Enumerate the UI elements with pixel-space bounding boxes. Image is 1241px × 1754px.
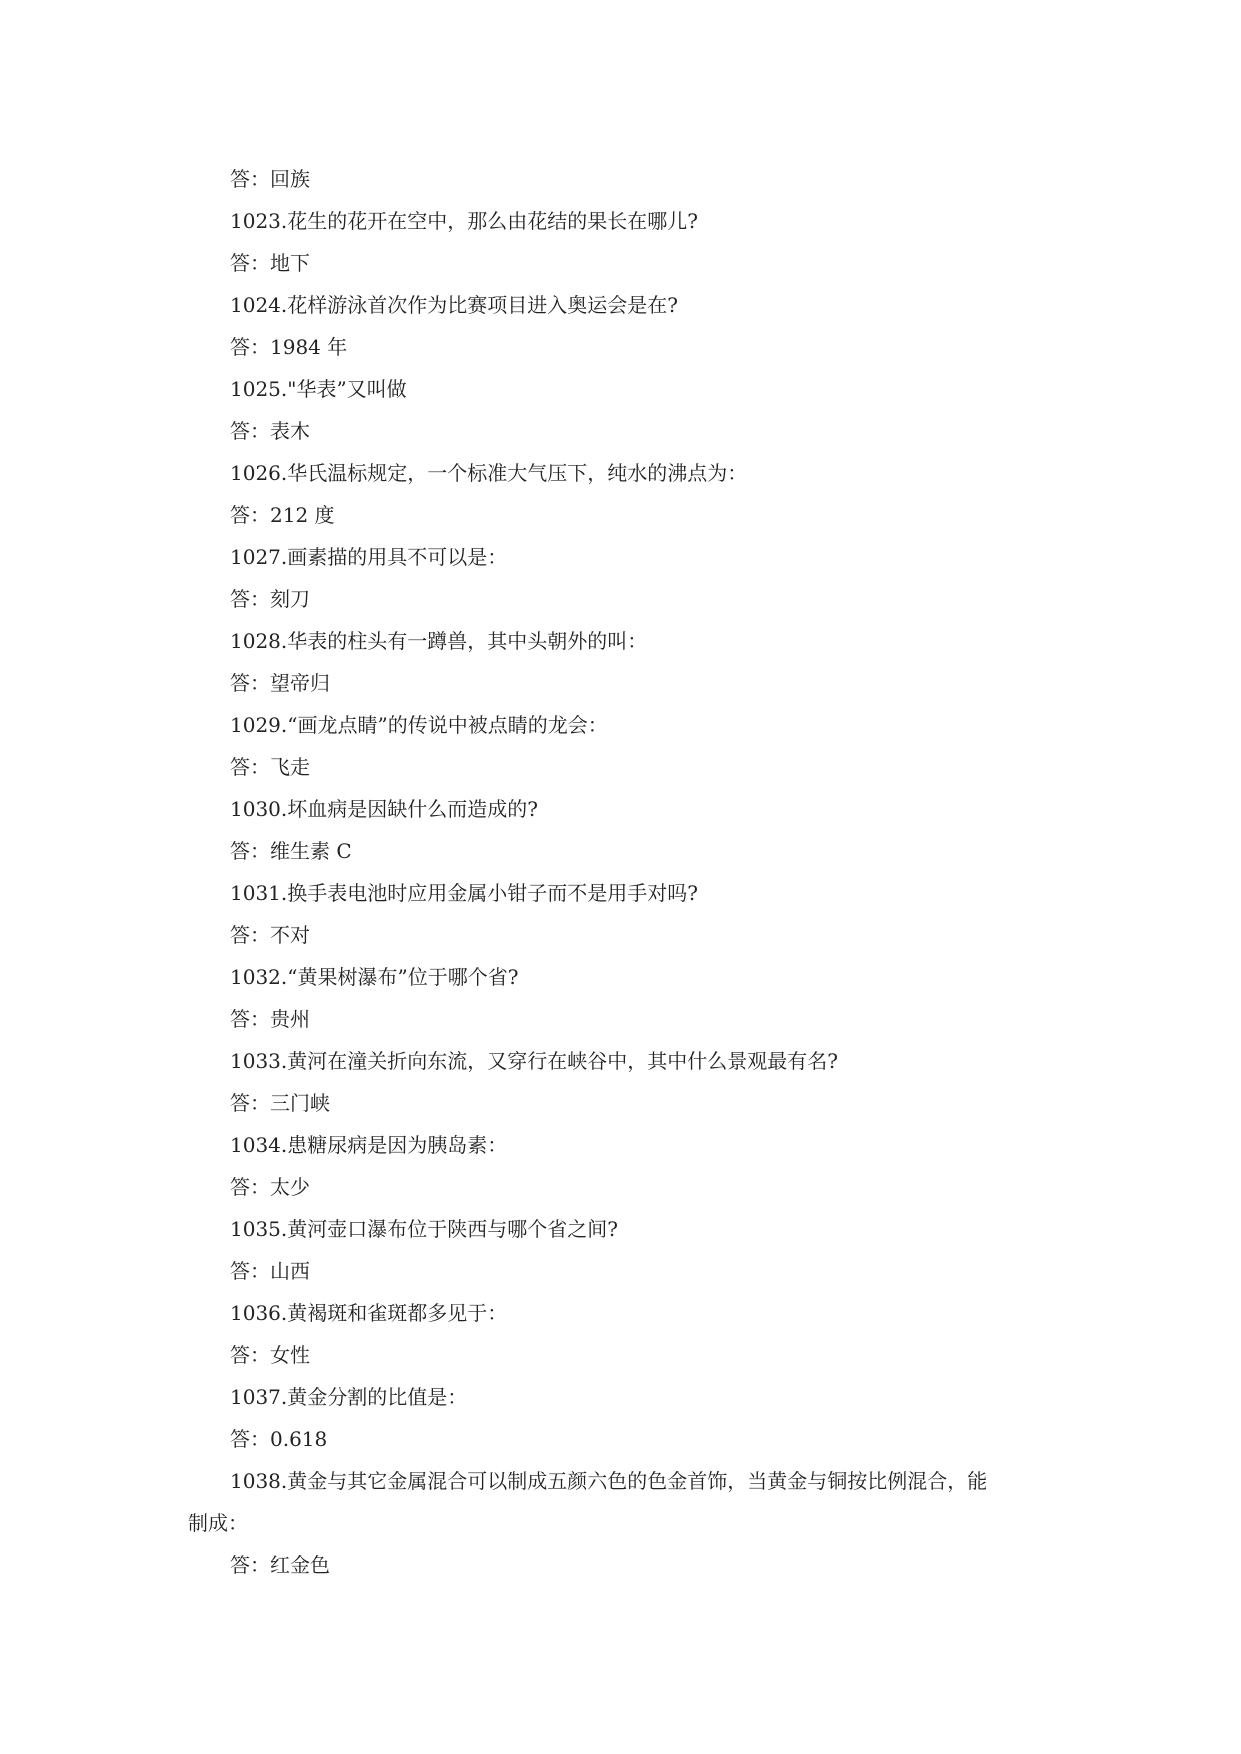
question-line: 1036.黄褐斑和雀斑都多见于： <box>230 1301 508 1325</box>
answer-line: 答：1984 年 <box>230 335 348 359</box>
answer-line: 答：0.618 <box>230 1427 328 1451</box>
answer-line: 答：回族 <box>230 167 310 191</box>
question-line: 1024.花样游泳首次作为比赛项目进入奥运会是在? <box>230 293 678 317</box>
question-line: 1025."华表”又叫做 <box>230 377 407 401</box>
question-line: 1027.画素描的用具不可以是： <box>230 545 508 569</box>
answer-line: 答：地下 <box>230 251 310 275</box>
question-line: 1033.黄河在潼关折向东流，又穿行在峡谷中，其中什么景观最有名? <box>230 1049 838 1073</box>
answer-line: 答：不对 <box>230 923 310 947</box>
question-line: 1035.黄河壶口瀑布位于陕西与哪个省之间? <box>230 1217 618 1241</box>
answer-line: 答：212 度 <box>230 503 335 527</box>
answer-line: 答：刻刀 <box>230 587 310 611</box>
answer-line: 答：三门峡 <box>230 1091 330 1115</box>
question-line: 1026.华氏温标规定，一个标准大气压下，纯水的沸点为： <box>230 461 748 485</box>
question-line-continuation: 制成： <box>188 1511 248 1535</box>
question-line: 1038.黄金与其它金属混合可以制成五颜六色的色金首饰，当黄金与铜按比例混合，能 <box>230 1469 988 1493</box>
qa-list <box>188 158 1068 1586</box>
question-line: 1030.坏血病是因缺什么而造成的? <box>230 797 538 821</box>
question-line: 1028.华表的柱头有一蹲兽，其中头朝外的叫： <box>230 629 648 653</box>
question-line: 1032.“黄果树瀑布”位于哪个省? <box>230 965 519 989</box>
answer-line: 答：太少 <box>230 1175 310 1199</box>
question-line: 1037.黄金分割的比值是： <box>230 1385 468 1409</box>
answer-line: 答：维生素 C <box>230 839 352 863</box>
question-line: 1029.“画龙点睛”的传说中被点睛的龙会： <box>230 713 608 737</box>
question-line: 1031.换手表电池时应用金属小钳子而不是用手对吗? <box>230 881 698 905</box>
answer-line: 答：红金色 <box>230 1553 330 1577</box>
answer-line: 答：贵州 <box>230 1007 310 1031</box>
answer-line: 答：山西 <box>230 1259 310 1283</box>
answer-line: 答：望帝归 <box>230 671 330 695</box>
question-line: 1034.患糖尿病是因为胰岛素： <box>230 1133 508 1157</box>
answer-line: 答：女性 <box>230 1343 310 1367</box>
question-line: 1023.花生的花开在空中，那么由花结的果长在哪儿? <box>230 209 698 233</box>
answer-line: 答：表木 <box>230 419 310 443</box>
answer-line: 答：飞走 <box>230 755 310 779</box>
